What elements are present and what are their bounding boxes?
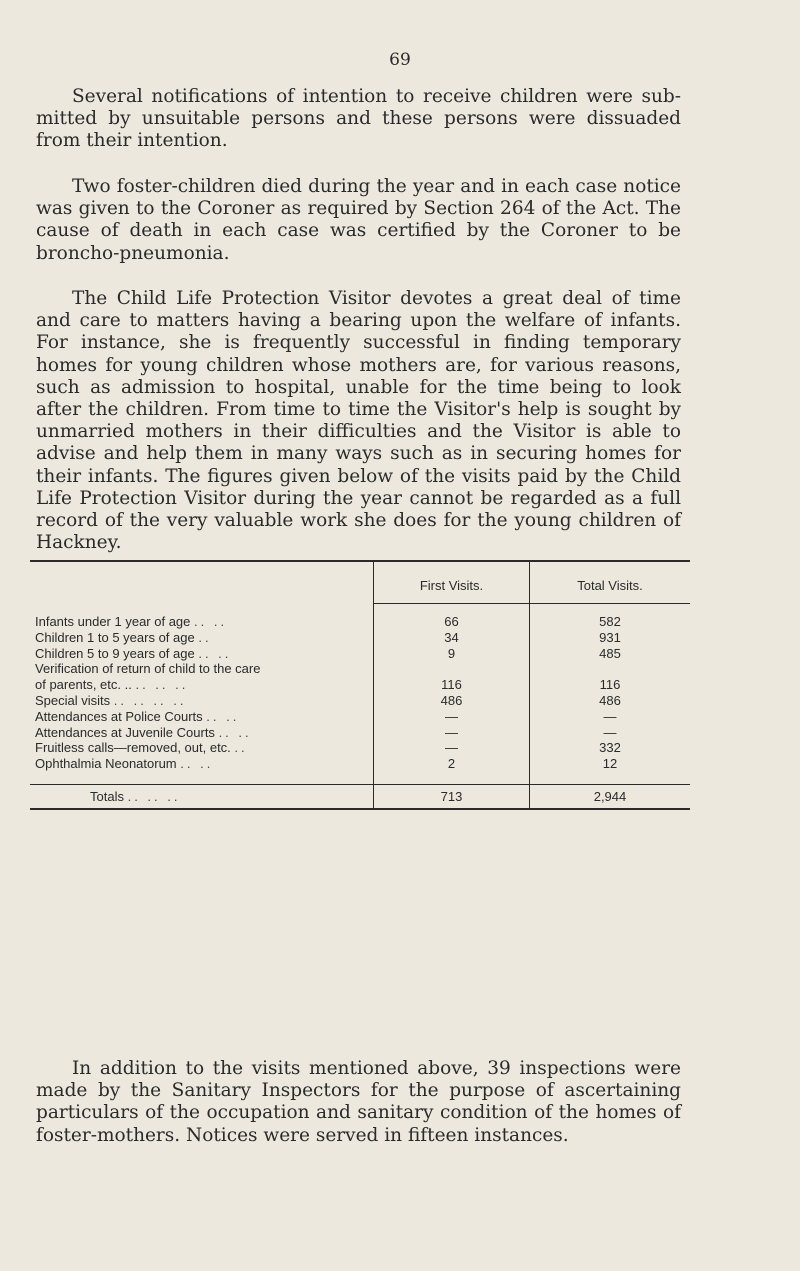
- row-label: of parents, etc. .. .. .. ..: [35, 677, 189, 693]
- totals-label: Totals .. .. ..: [30, 784, 374, 808]
- first-visits-value: 66: [374, 604, 530, 630]
- paragraph-notifications: Several notifications of intention to receive children were sub-mitted by unsuitable persons and these persons were dissuaded from their intention.: [36, 86, 681, 152]
- row-label: Children 1 to 5 years of age ..: [35, 629, 212, 645]
- table-row: [30, 661, 690, 677]
- row-label: Infants under 1 year of age .. ..: [35, 613, 228, 629]
- header-total-visits: Total Visits.: [530, 561, 691, 604]
- total-visits-value: [530, 661, 691, 677]
- totals-total-visits: 2,944: [530, 784, 691, 808]
- first-visits-value: —: [374, 709, 530, 725]
- row-label: Ophthalmia Neonatorum .. ..: [35, 756, 214, 772]
- visits-table: [30, 560, 690, 810]
- total-visits-value: 12: [530, 756, 691, 784]
- header-first-visits: First Visits.: [374, 561, 530, 604]
- first-visits-value: 486: [374, 693, 530, 709]
- row-label: Verification of return of child to the care: [35, 661, 261, 677]
- header-blank: [30, 561, 374, 604]
- first-visits-value: 9: [374, 646, 530, 662]
- first-visits-value: 34: [374, 630, 530, 646]
- total-visits-value: 582: [530, 604, 691, 630]
- row-label: Children 5 to 9 years of age .. ..: [35, 645, 232, 661]
- total-visits-value: —: [530, 709, 691, 725]
- first-visits-value: [374, 661, 530, 677]
- totals-row: [30, 784, 690, 808]
- table-row: [30, 740, 690, 756]
- total-visits-value: 332: [530, 740, 691, 756]
- row-label: Fruitless calls—removed, out, etc. ..: [35, 740, 248, 756]
- paragraph-visitor: The Child Life Protection Visitor devotes a great deal of time and care to matters having a bearing upon the welfare of infants. For instance, she is frequently successful in finding temporary homes for young children whose mothers are, for various reasons, such as admission to hospital, unable for the time being to look after the children. From time to time the Visitor's help is sought by unmarried mothers in their difficulties and the Visitor is able to advise and help them in many ways such as in securing homes for their infants. The figures given below of the visits paid by the Child Life Protection Visitor during the year cannot be regarded as a full record of the very valuable work she does for the young children of Hackney.: [36, 288, 681, 554]
- table-row: [30, 630, 690, 646]
- table-header-row: [30, 561, 690, 604]
- row-label: Attendances at Police Courts .. ..: [35, 708, 240, 724]
- first-visits-value: 116: [374, 677, 530, 693]
- total-visits-value: 931: [530, 630, 691, 646]
- total-visits-value: 116: [530, 677, 691, 693]
- page-number: 69: [389, 50, 411, 70]
- table-row: [30, 725, 690, 741]
- paragraph-deaths: Two foster-children died during the year and in each case notice was given to the Coroner as required by Section 264 of the Act. The cause of death in each case was certified by the Coroner to be broncho-pneumonia.: [36, 176, 681, 264]
- paragraph-inspections: In addition to the visits mentioned above, 39 inspections were made by the Sanitary Inspectors for the purpose of ascertaining particulars of the occupation and sanitary condition of the homes of foster-mothers. Notices were served in fifteen instances.: [36, 1058, 681, 1146]
- row-label: Attendances at Juvenile Courts .. ..: [35, 724, 252, 740]
- total-visits-value: 485: [530, 646, 691, 662]
- first-visits-value: 2: [374, 756, 530, 784]
- total-visits-value: —: [530, 725, 691, 741]
- table-row: [30, 756, 690, 784]
- table-row: [30, 693, 690, 709]
- row-label: Special visits .. .. .. ..: [35, 692, 187, 708]
- table-row: [30, 677, 690, 693]
- first-visits-value: —: [374, 725, 530, 741]
- table-row: [30, 646, 690, 662]
- totals-first-visits: 713: [374, 784, 530, 808]
- first-visits-value: —: [374, 740, 530, 756]
- table-row: [30, 709, 690, 725]
- total-visits-value: 486: [530, 693, 691, 709]
- table-row: [30, 604, 690, 630]
